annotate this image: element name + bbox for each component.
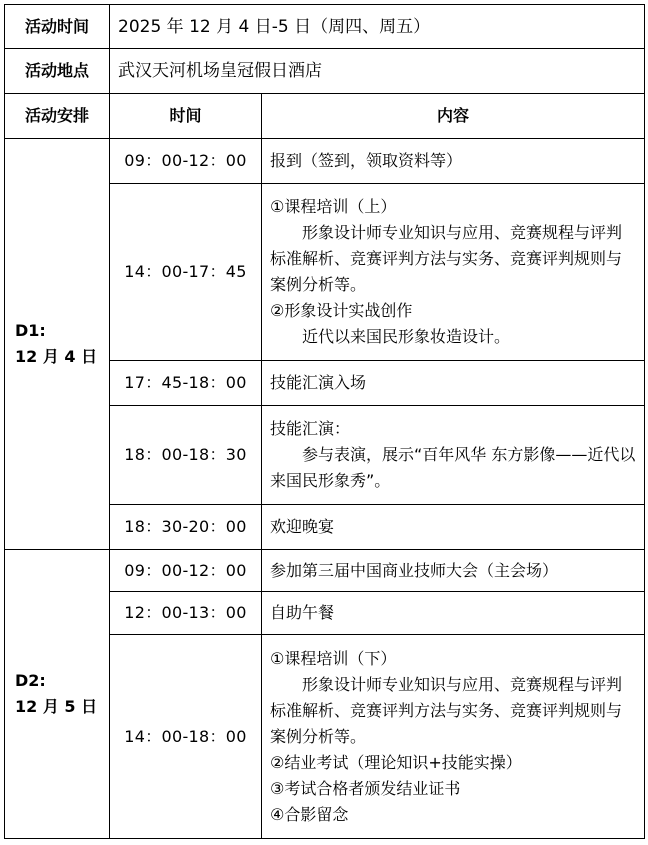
event-place-label: 活动地点 <box>5 49 110 94</box>
day-2-label: D2: <box>15 671 46 690</box>
content-line: ③考试合格者颁发结业证书 <box>270 778 461 798</box>
day-1-cell <box>5 139 110 550</box>
time-cell: 18：00-18：30 <box>110 406 262 505</box>
column-header-content: 内容 <box>262 94 645 139</box>
content-cell <box>262 184 645 361</box>
content-line: 参与表演，展示“百年风华 东方影像——近代以来国民形象秀”。 <box>270 445 636 490</box>
content-cell <box>262 635 645 839</box>
day-2-date: 12 月 5 日 <box>15 697 98 716</box>
content-line: 报到（签到，领取资料等） <box>270 151 463 170</box>
time-cell: 09：00-12：00 <box>110 550 262 592</box>
content-cell <box>262 592 645 635</box>
row-event-place <box>5 49 645 94</box>
content-line: 近代以来国民形象妆造设计。 <box>302 327 511 346</box>
time-cell: 18：30-20：00 <box>110 505 262 550</box>
row-schedule-header <box>5 94 645 139</box>
content-line: 形象设计师专业知识与应用、竞赛规程与评判标准解析、竞赛评判方法与实务、竞赛评判规则与案例分析等。 <box>270 223 623 294</box>
content-line: 欢迎晚宴 <box>270 517 335 536</box>
content-line: ②形象设计实战创作 <box>270 301 413 320</box>
day-1-date: 12 月 4 日 <box>15 347 98 366</box>
event-place-value: 武汉天河机场皇冠假日酒店 <box>110 49 645 94</box>
day-1-label: D1: <box>15 321 46 340</box>
content-line: 自助午餐 <box>270 603 335 622</box>
content-line: ①课程培训（上） <box>270 197 397 216</box>
event-schedule-table <box>4 4 645 839</box>
event-time-value: 2025 年 12 月 4 日-5 日（周四、周五） <box>110 5 645 49</box>
day-2-cell <box>5 550 110 839</box>
content-cell <box>262 505 645 550</box>
content-line: 技能汇演： <box>270 419 351 438</box>
schedule-label: 活动安排 <box>5 94 110 139</box>
content-line: ④合影留念 <box>270 804 349 824</box>
time-cell: 14：00-17：45 <box>110 184 262 361</box>
content-line: 形象设计师专业知识与应用、竞赛规程与评判标准解析、竞赛评判方法与实务、竞赛评判规则与案例分析等。 <box>270 674 623 746</box>
time-cell: 14：00-18：00 <box>110 635 262 839</box>
table-row <box>5 139 645 184</box>
content-cell <box>262 139 645 184</box>
content-cell <box>262 550 645 592</box>
content-line: 参加第三届中国商业技师大会（主会场） <box>270 560 559 580</box>
column-header-time: 时间 <box>110 94 262 139</box>
content-line: 技能汇演入场 <box>270 373 367 392</box>
time-cell: 09：00-12：00 <box>110 139 262 184</box>
event-time-label: 活动时间 <box>5 5 110 49</box>
row-event-time <box>5 5 645 49</box>
time-cell: 12：00-13：00 <box>110 592 262 635</box>
content-line: ①课程培训（下） <box>270 648 397 668</box>
time-cell: 17：45-18：00 <box>110 361 262 406</box>
table-row <box>5 550 645 592</box>
content-line: ②结业考试（理论知识+技能实操） <box>270 752 522 772</box>
content-cell <box>262 361 645 406</box>
content-cell <box>262 406 645 505</box>
